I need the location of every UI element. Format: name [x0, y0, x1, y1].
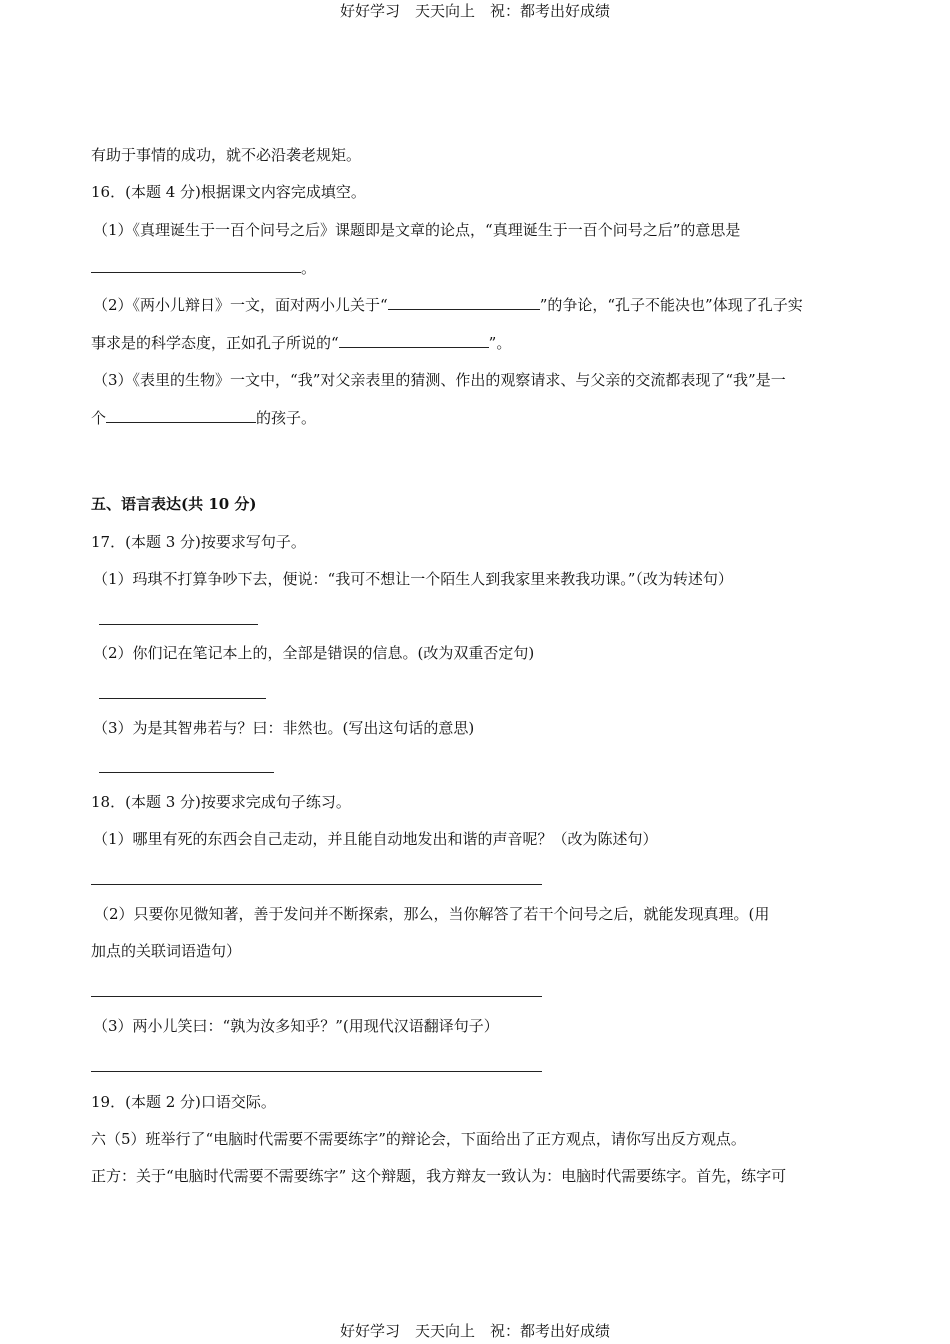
text-line: 有助于事情的成功，就不必沿袭老规矩。 [91, 146, 362, 164]
page-header: 好好学习 天天向上 祝：都考出好成绩 [339, 2, 610, 20]
question-16-item-3-line-b [91, 408, 316, 428]
question-19-title: 19．(本题 2 分)口语交际。 [91, 1093, 276, 1111]
question-16-item-2-line-b [91, 333, 511, 353]
question-17-item-3: （3）为是其智弗若与？曰：非然也。(写出这句话的意思) [93, 719, 475, 737]
text-segment: 的孩子。 [256, 409, 317, 427]
section-5-heading: 五、语言表达(共 10 分) [91, 495, 257, 513]
question-17-title: 17．(本题 3 分)按要求写句子。 [91, 533, 306, 551]
answer-line[interactable] [99, 698, 266, 699]
answer-line[interactable] [91, 884, 542, 885]
answer-blank[interactable] [106, 408, 256, 423]
question-17-item-2: （2）你们记在笔记本上的，全部是错误的信息。(改为双重否定句) [93, 644, 535, 662]
question-19-affirmative-view: 正方：关于“电脑时代需要不需要练字” 这个辩题，我方辩友一致认为：电脑时代需要练字。首先，练字可 [91, 1167, 787, 1185]
text-segment: 个 [91, 409, 107, 427]
text-segment: 事求是的科学态度，正如孔子所说的“ [91, 334, 339, 352]
question-18-title: 18．(本题 3 分)按要求完成句子练习。 [91, 793, 351, 811]
question-18-item-2-line-a: （2）只要你见微知著，善于发问并不断探索，那么，当你解答了若干个问号之后，就能发现真理。(用 [94, 905, 770, 923]
question-16-item-2-line-a [93, 295, 803, 315]
answer-line[interactable] [91, 1071, 542, 1072]
question-16-title: 16．(本题 4 分)根据课文内容完成填空。 [91, 183, 366, 201]
text-segment: ”。 [488, 334, 512, 352]
question-19-prompt: 六（5）班举行了“电脑时代需要不需要练字”的辩论会，下面给出了正方观点，请你写出反方观点。 [91, 1130, 746, 1148]
text-segment: ”的争论，“孔子不能决也”体现了孔子实 [539, 296, 803, 314]
question-16-item-3-line-a: （3）《表里的生物》一文中，“我”对父亲表里的猜测、作出的观察请求、与父亲的交流都表现了“我”是一 [93, 371, 786, 389]
text-segment: （2）《两小儿辩日》一文，面对两小儿关于“ [93, 296, 388, 314]
page-footer: 好好学习 天天向上 祝：都考出好成绩 [339, 1322, 610, 1340]
question-17-item-1: （1）玛琪不打算争吵下去，便说：“我可不想让一个陌生人到我家里来教我功课。”（改为转述句） [93, 570, 733, 588]
answer-blank[interactable] [388, 295, 540, 310]
punctuation: 。 [301, 259, 317, 277]
answer-blank[interactable] [339, 333, 489, 348]
answer-line[interactable] [91, 996, 542, 997]
question-18-item-1: （1）哪里有死的东西会自己走动，并且能自动地发出和谐的声音呢？（改为陈述句） [93, 830, 658, 848]
answer-line[interactable] [99, 624, 258, 625]
question-16-item-1-answer-line [91, 258, 316, 278]
question-18-item-2-line-b: 加点的关联词语造句） [91, 942, 242, 960]
question-16-item-1: （1）《真理诞生于一百个问号之后》课题即是文章的论点，“真理诞生于一百个问号之后”的意思是 [93, 221, 741, 239]
question-18-item-3: （3）两小儿笑曰：“孰为汝多知乎？”(用现代汉语翻译句子） [93, 1017, 499, 1035]
answer-line[interactable] [99, 772, 274, 773]
answer-blank[interactable] [91, 258, 301, 273]
